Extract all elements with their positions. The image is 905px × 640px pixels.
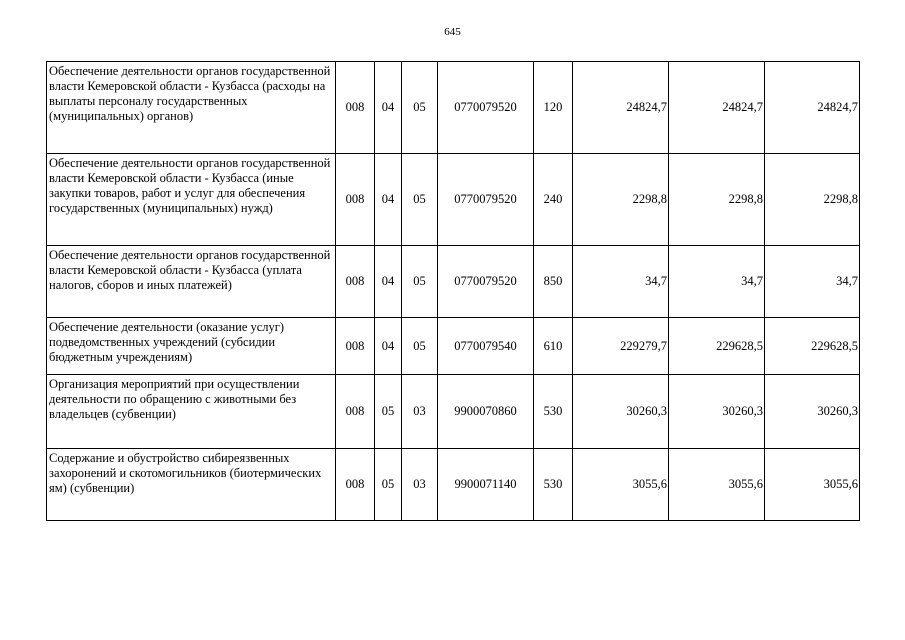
row-description: Обеспечение деятельности (оказание услуг) подведомственных учреждений (субсидии бюджетным учреждениям)	[47, 318, 336, 375]
table-row	[47, 246, 860, 318]
ministry-code: 008	[336, 246, 375, 318]
expense-type-code: 530	[534, 375, 573, 449]
ministry-code: 008	[336, 375, 375, 449]
section-code: 04	[375, 318, 402, 375]
row-description: Обеспечение деятельности органов государственной власти Кемеровской области - Кузбасса (иные закупки товаров, работ и услуг для обеспечения государственных (муниципальных) нужд)	[47, 154, 336, 246]
amount-year-3: 24824,7	[765, 62, 860, 154]
amount-year-1: 3055,6	[573, 449, 669, 521]
row-description: Обеспечение деятельности органов государственной власти Кемеровской области - Кузбасса (уплата налогов, сборов и иных платежей)	[47, 246, 336, 318]
amount-year-2: 2298,8	[669, 154, 765, 246]
amount-year-1: 2298,8	[573, 154, 669, 246]
amount-year-3: 30260,3	[765, 375, 860, 449]
row-description: Обеспечение деятельности органов государственной власти Кемеровской области - Кузбасса (расходы на выплаты персоналу государственных (муниципальных) органов)	[47, 62, 336, 154]
section-code: 05	[375, 449, 402, 521]
amount-year-3: 2298,8	[765, 154, 860, 246]
subsection-code: 05	[402, 154, 438, 246]
ministry-code: 008	[336, 62, 375, 154]
table-row	[47, 449, 860, 521]
expense-type-code: 850	[534, 246, 573, 318]
subsection-code: 05	[402, 318, 438, 375]
target-article-code: 0770079520	[438, 246, 534, 318]
subsection-code: 03	[402, 375, 438, 449]
table-row	[47, 375, 860, 449]
budget-table	[46, 61, 860, 521]
target-article-code: 0770079540	[438, 318, 534, 375]
subsection-code: 05	[402, 62, 438, 154]
amount-year-1: 30260,3	[573, 375, 669, 449]
amount-year-3: 229628,5	[765, 318, 860, 375]
row-description: Организация мероприятий при осуществлении деятельности по обращению с животными без владельцев (субвенции)	[47, 375, 336, 449]
amount-year-1: 24824,7	[573, 62, 669, 154]
table-row	[47, 154, 860, 246]
ministry-code: 008	[336, 449, 375, 521]
amount-year-1: 229279,7	[573, 318, 669, 375]
expense-type-code: 610	[534, 318, 573, 375]
row-description: Содержание и обустройство сибиреязвенных захоронений и скотомогильников (биотермических ям) (субвенции)	[47, 449, 336, 521]
expense-type-code: 530	[534, 449, 573, 521]
amount-year-3: 3055,6	[765, 449, 860, 521]
amount-year-2: 229628,5	[669, 318, 765, 375]
section-code: 04	[375, 154, 402, 246]
amount-year-2: 34,7	[669, 246, 765, 318]
subsection-code: 05	[402, 246, 438, 318]
table-row	[47, 62, 860, 154]
amount-year-2: 3055,6	[669, 449, 765, 521]
section-code: 04	[375, 62, 402, 154]
ministry-code: 008	[336, 154, 375, 246]
section-code: 04	[375, 246, 402, 318]
amount-year-3: 34,7	[765, 246, 860, 318]
ministry-code: 008	[336, 318, 375, 375]
amount-year-2: 24824,7	[669, 62, 765, 154]
section-code: 05	[375, 375, 402, 449]
expense-type-code: 240	[534, 154, 573, 246]
page-number: 645	[444, 26, 461, 38]
subsection-code: 03	[402, 449, 438, 521]
amount-year-1: 34,7	[573, 246, 669, 318]
expense-type-code: 120	[534, 62, 573, 154]
target-article-code: 9900071140	[438, 449, 534, 521]
target-article-code: 9900070860	[438, 375, 534, 449]
target-article-code: 0770079520	[438, 62, 534, 154]
amount-year-2: 30260,3	[669, 375, 765, 449]
target-article-code: 0770079520	[438, 154, 534, 246]
table-row	[47, 318, 860, 375]
